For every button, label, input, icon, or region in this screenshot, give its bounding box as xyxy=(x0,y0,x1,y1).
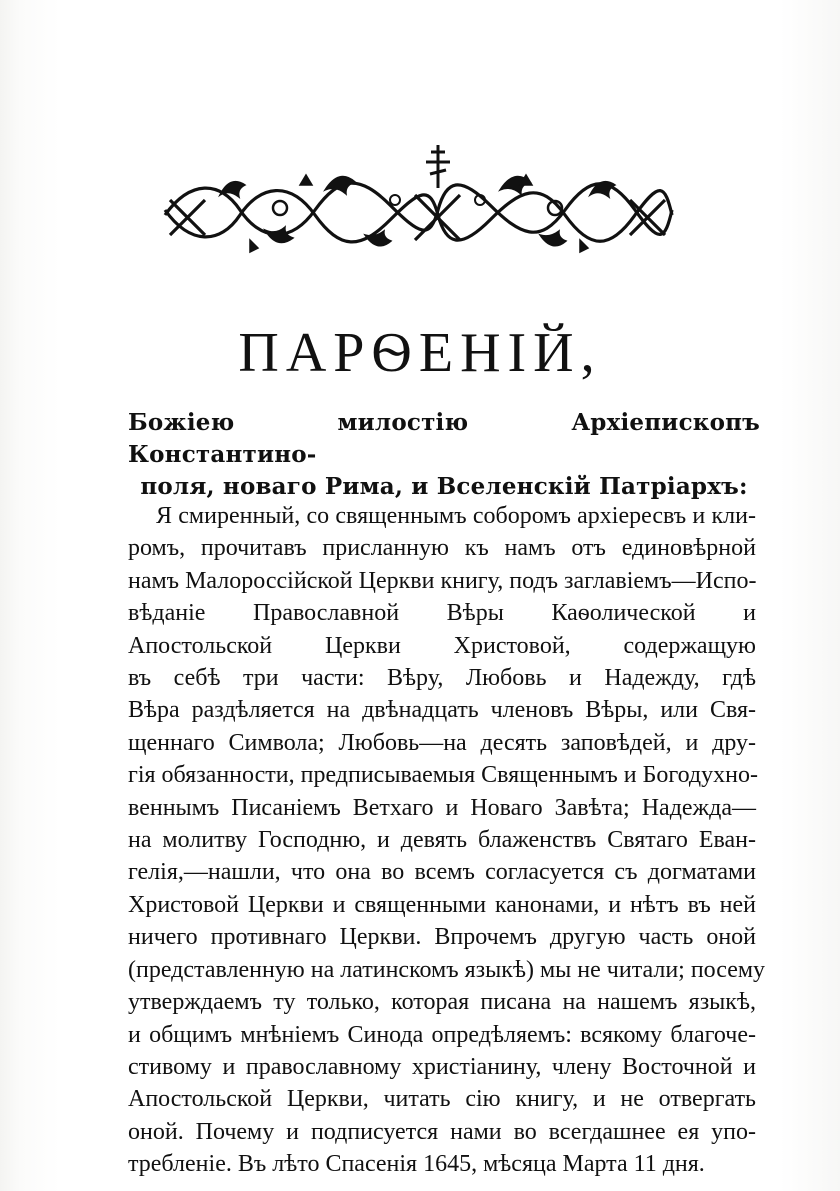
body-line: Христовой Церкви и священными канонами, и нѣтъ въ ней xyxy=(128,891,756,918)
body-line: Апостольской Церкви Христовой, содержащую xyxy=(128,632,756,659)
body-line: гелія,—нашли, что она во всемъ согласуется съ догматами xyxy=(128,859,756,886)
body-line: въ себѣ три части: Вѣру, Любовь и Надежду, гдѣ xyxy=(128,665,756,692)
foliage-scrolls xyxy=(220,175,615,252)
body-line: щеннаго Символа; Любовь—на десять заповѣдей, и дру- xyxy=(128,729,756,756)
body-line: Я смиренный, со священнымъ соборомъ архіересвъ и кли- xyxy=(156,503,756,529)
body-line: оной. Почему и подписуется нами во всегдашнее ея упо- xyxy=(128,1118,756,1145)
subheading-line-1: Божіею милостію Архіепископъ Константино- xyxy=(128,409,760,468)
body-line: ничего противнаго Церкви. Впрочемъ другую часть оной xyxy=(128,924,756,951)
body-line: намъ Малороссійской Церкви книгу, подъ заглавіемъ—Испо- xyxy=(128,567,757,594)
body-line: на молитву Господню, и девять блаженствъ Святаго Еван- xyxy=(128,827,756,854)
body-line: вѣданіе Православной Вѣры Каѳолической и xyxy=(128,600,756,627)
subheading-line-2: поля, новаго Рима, и Вселенскій Патріархъ: xyxy=(140,473,748,500)
body-paragraph xyxy=(128,500,766,1181)
document-title: ПАРѲЕНІЙ, xyxy=(238,322,602,384)
title-subheading xyxy=(128,407,760,503)
body-line: (представленную на латинскомъ языкѣ) мы не читали; посему xyxy=(128,956,766,983)
orthodox-cross-icon xyxy=(426,145,450,188)
decorative-headpiece-ornament xyxy=(160,140,675,255)
body-line: и общимъ мнѣніемъ Синода опредѣляемъ: всякому благоче- xyxy=(128,1021,756,1048)
body-line: Вѣра раздѣляется на двѣнадцать членовъ Вѣры, или Свя- xyxy=(128,697,756,724)
body-line: требленіе. Въ лѣто Спасенія 1645, мѣсяца Марта 11 дня. xyxy=(128,1151,705,1178)
body-line: утверждаемъ ту только, которая писана на нашемъ языкѣ, xyxy=(128,989,756,1016)
body-line: гія обязанности, предписываемыя Священнымъ и Богодухно- xyxy=(128,762,758,789)
body-line: веннымъ Писаніемъ Ветхаго и Новаго Завѣта; Надежда— xyxy=(128,794,756,821)
body-line: стивому и православному христіанину, члену Восточной и xyxy=(128,1053,756,1080)
body-line: ромъ, прочитавъ присланную къ намъ отъ единовѣрной xyxy=(128,535,756,562)
body-line: Апостольской Церкви, читать сію книгу, и не отвергать xyxy=(128,1086,756,1113)
